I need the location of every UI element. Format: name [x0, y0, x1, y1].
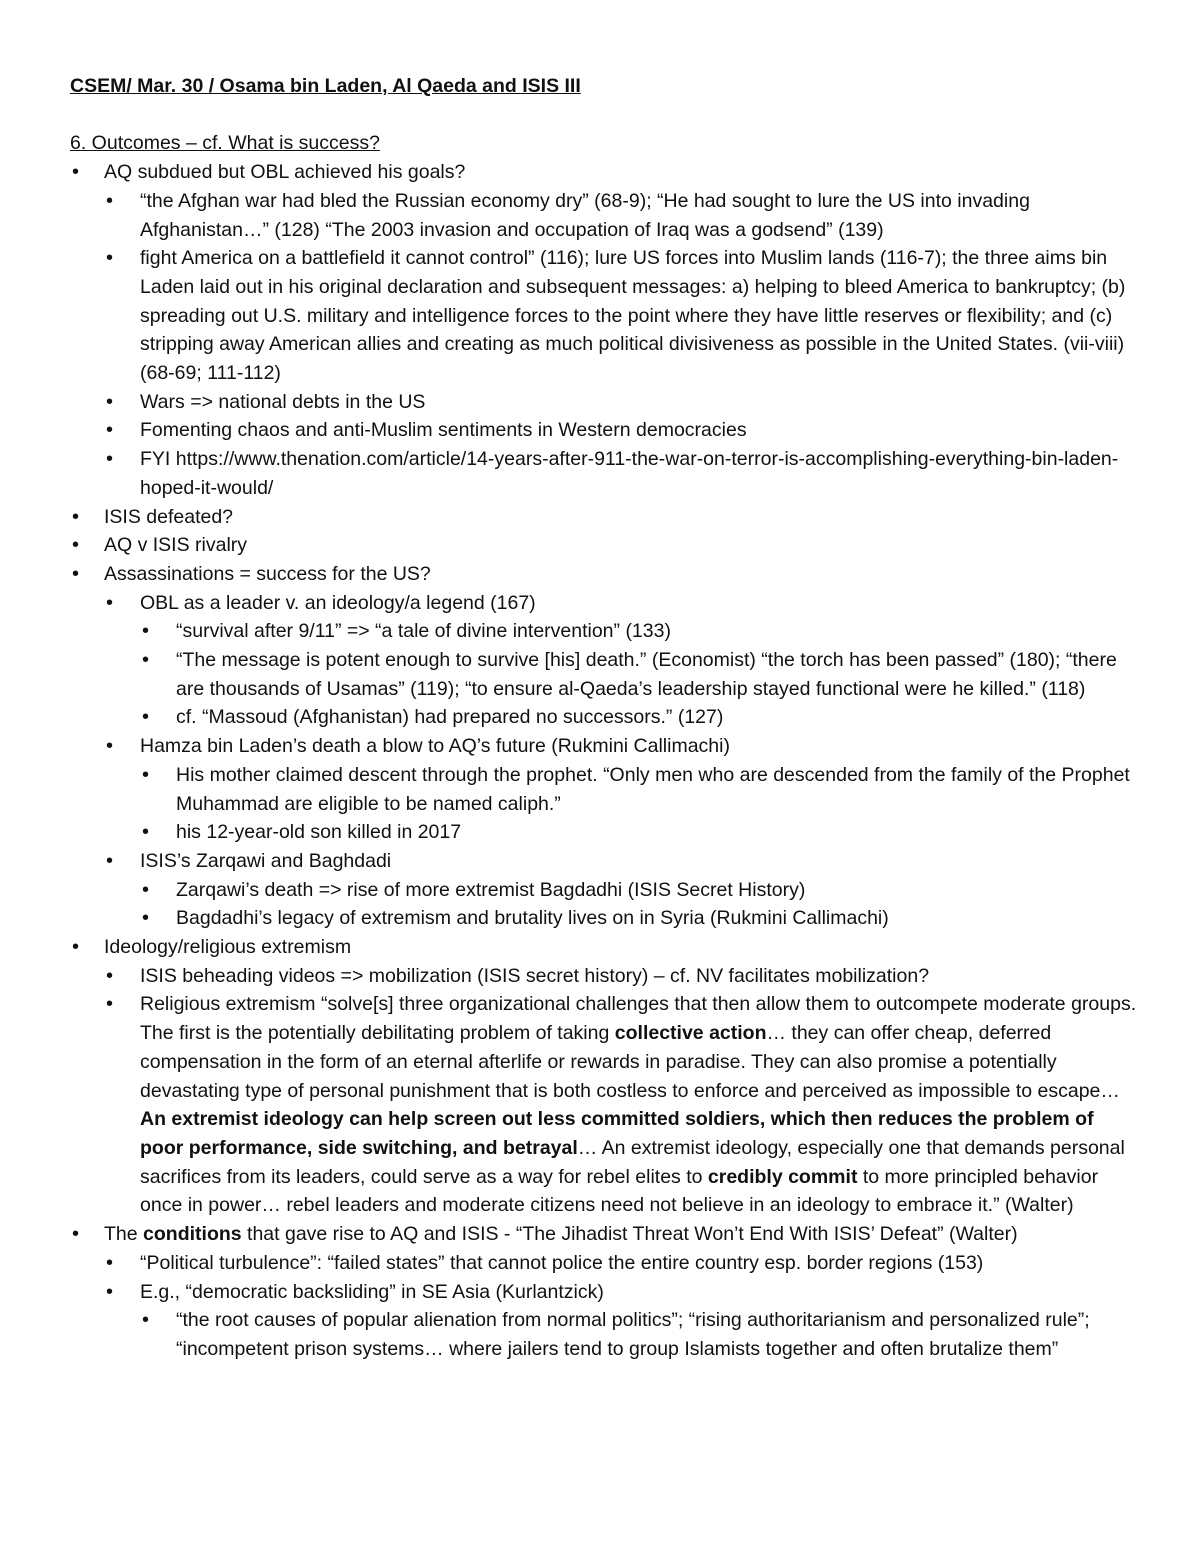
list-item: [104, 244, 1140, 388]
list-item: [104, 962, 1140, 991]
quote-bold: credibly commit: [707, 1165, 858, 1188]
list-item: [140, 617, 1140, 646]
list-item: [70, 933, 1140, 1220]
quote-bold: collective action: [614, 1022, 767, 1045]
list-item: [104, 416, 1140, 445]
list-item-text: ISIS beheading videos => mobilization (ISIS secret history) – cf. NV facilitates mobilization?: [140, 964, 930, 987]
list-item: [104, 732, 1140, 847]
quote-text: Religious extremism “solve[s] three organizational challenges that then allow them to outcompete moderate groups. The first is the potentially debilitating problem of taking: [140, 993, 1137, 1045]
list-item: [104, 388, 1140, 417]
list-item: [140, 703, 1140, 732]
list-item: [104, 1249, 1140, 1278]
quote-bold: An extremist ideology can help screen out less committed soldiers, which then reduces the problem of poor performance, side switching, and betrayal: [140, 1108, 1094, 1159]
list-item-text: AQ subdued but OBL achieved his goals?: [104, 161, 466, 184]
list-item-text: “the root causes of popular alienation from normal politics”; “rising authoritarianism and personalized rule”; “incompetent prison systems… where jailers tend to group Islamists together and often brutalize them”: [176, 1309, 1090, 1360]
list-item-text: E.g., “democratic backsliding” in SE Asia (Kurlantzick): [140, 1280, 604, 1303]
list-item-text: The: [104, 1223, 144, 1246]
list-item-text: Fomenting chaos and anti-Muslim sentiments in Western democracies: [140, 419, 747, 442]
list-item-text: ISIS’s Zarqawi and Baghdadi: [140, 849, 392, 872]
list-item-text: Bagdadhi’s legacy of extremism and brutality lives on in Syria (Rukmini Callimachi): [176, 907, 889, 930]
fyi-link-text: FYI https://www.thenation.com/article/14-years-after-911-the-war-on-terror-is-accomplishing-everything-bin-laden-hoped-it-would/: [140, 448, 1119, 499]
list-item: [70, 531, 1140, 560]
list-item: [104, 1278, 1140, 1364]
list-item: [140, 876, 1140, 905]
list-item-text: “Political turbulence”: “failed states” that cannot police the entire country esp. border regions (153): [140, 1251, 984, 1274]
list-item-text: cf. “Massoud (Afghanistan) had prepared no successors.” (127): [176, 706, 724, 729]
list-item: [140, 646, 1140, 703]
list-item: [104, 990, 1140, 1220]
list-item: [104, 445, 1140, 502]
list-item-text: Assassinations = success for the US?: [104, 562, 431, 585]
list-item: [140, 1306, 1140, 1363]
list-item: [140, 904, 1140, 933]
list-item: [70, 560, 1140, 933]
list-item-text: his 12-year-old son killed in 2017: [176, 821, 462, 844]
section-heading: 6. Outcomes – cf. What is success?: [70, 132, 380, 155]
list-item-text: AQ v ISIS rivalry: [104, 534, 248, 557]
list-item-text: “The message is potent enough to survive [his] death.” (Economist) “the torch has been passed” (180); “there are thousands of Usamas” (119); “to ensure al-Qaeda’s leadership stayed functional were he killed.” (118): [176, 649, 1117, 700]
document-page: [70, 72, 1140, 1364]
list-item-text: “survival after 9/11” => “a tale of divine intervention” (133): [176, 620, 671, 643]
list-item-text: Wars => national debts in the US: [140, 390, 426, 413]
quote-text: … An extremist ideology, especially one that demands personal sacrifices from its leaders, could serve as a way for rebel elites to: [140, 1137, 1125, 1188]
list-item-text: that gave rise to AQ and ISIS - “The Jihadist Threat Won’t End With ISIS’ Defeat” (Walter): [241, 1223, 1018, 1246]
quote-text: … they can offer cheap, deferred compensation in the form of an eternal afterlife or rewards in paradise. They can also promise a potentially devastating type of personal punishment that is both costless to enforce and perceived as impossible to escape…: [140, 1022, 1120, 1102]
list-item-text: fight America on a battlefield it cannot control” (116); lure US forces into Muslim lands (116-7); the three aims bin Laden laid out in his original declaration and subsequent messages: a) helping to bleed America to bankruptcy; (b) spreading out U.S. military and intelligence forces to the point where they have little reserves or flexibility; and (c) stripping away American allies and creating as much political divisiveness as possible in the United States. (vii-viii) (68-69; 111-112): [140, 247, 1126, 385]
list-item: [70, 158, 1140, 502]
page-title: CSEM/ Mar. 30 / Osama bin Laden, Al Qaeda and ISIS III: [70, 75, 581, 97]
list-item-text: OBL as a leader v. an ideology/a legend (167): [140, 591, 536, 614]
list-item: [70, 503, 1140, 532]
list-item: [140, 818, 1140, 847]
outline-list: [70, 158, 1140, 1364]
list-item: [104, 847, 1140, 933]
list-item-text: “the Afghan war had bled the Russian economy dry” (68-9); “He had sought to lure the US into invading Afghanistan…” (128) “The 2003 invasion and occupation of Iraq was a godsend” (139): [140, 189, 1030, 241]
list-item-text: Zarqawi’s death => rise of more extremist Bagdadhi (ISIS Secret History): [176, 878, 806, 901]
list-item: [104, 187, 1140, 244]
list-item: [140, 761, 1140, 818]
list-item: [104, 589, 1140, 733]
list-item-text: ISIS defeated?: [104, 505, 234, 528]
list-item-text: His mother claimed descent through the prophet. “Only men who are descended from the family of the Prophet Muhammad are eligible to be named caliph.”: [176, 763, 1130, 815]
list-item-text: Ideology/religious extremism: [104, 936, 352, 959]
list-item-bold: conditions: [143, 1223, 242, 1246]
list-item: [70, 1220, 1140, 1364]
quote-text: to more principled behavior once in power… rebel leaders and moderate citizens need not believe in an ideology to embrace it.” (Walter): [140, 1165, 1099, 1217]
list-item-text: Hamza bin Laden’s death a blow to AQ’s future (Rukmini Callimachi): [140, 735, 730, 758]
